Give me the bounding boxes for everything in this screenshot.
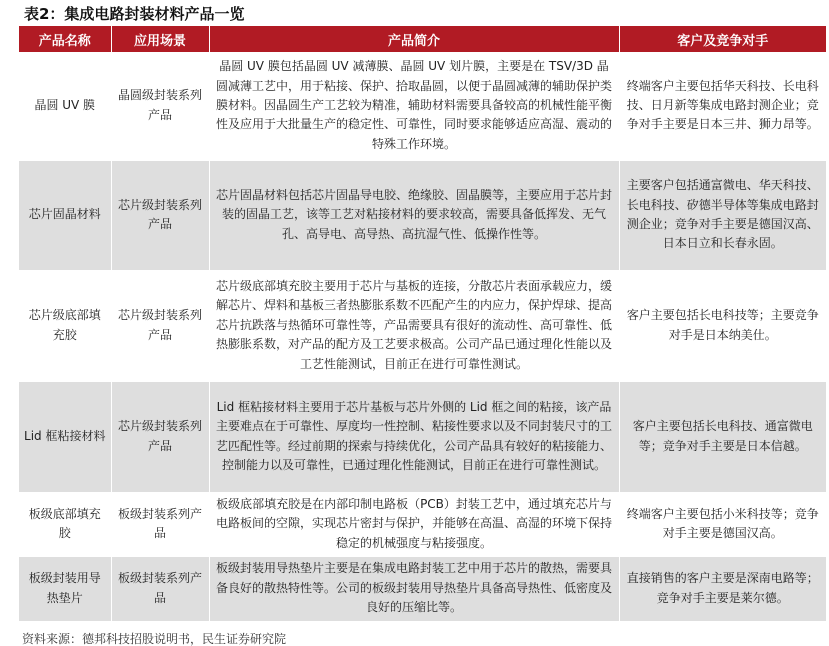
clients-cell: 终端客户主要包括华天科技、长电科技、日月新等集成电路封测企业；竞争对手主要是日本三井、狮力昂等。 (619, 52, 826, 160)
description-cell: 芯片固晶材料包括芯片固晶导电胶、绝缘胶、固晶膜等，主要应用于芯片封装的固晶工艺，该等工艺对粘接材料的要求较高，需要具备低挥发、无气孔、高导电、高导热、高抗湿气性、低操作性等。 (209, 160, 619, 270)
product-name-cell: 芯片固晶材料 (19, 160, 111, 270)
product-name-cell: 板级封装用导热垫片 (19, 556, 111, 621)
table-row (19, 52, 826, 160)
table-row (19, 492, 826, 556)
header-application: 应用场景 (111, 26, 209, 52)
product-name-cell: 晶圆 UV 膜 (19, 52, 111, 160)
table-row (19, 381, 826, 492)
product-name-cell: 板级底部填充胶 (19, 492, 111, 556)
source-note: 资料来源：德邦科技招股说明书，民生证券研究院 (22, 632, 287, 646)
application-cell: 板级封装系列产品 (111, 556, 209, 621)
clients-cell: 直接销售的客户主要是深南电路等；竞争对手主要是莱尔德。 (619, 556, 826, 621)
clients-cell: 主要客户包括通富微电、华天科技、长电科技、矽德半导体等集成电路封测企业；竞争对手主要是德国汉高、日本日立和长春永固。 (619, 160, 826, 270)
table-row (19, 270, 826, 381)
table-row (19, 160, 826, 270)
description-cell: 晶圆 UV 膜包括晶圆 UV 减薄膜、晶圆 UV 划片膜，主要是在 TSV/3D 晶圆减薄工艺中，用于粘接、保护、拾取晶圆，以便于晶圆减薄的辅助保护类膜材料。因晶圆生产工艺较为精准，辅助材料需要具备较高的机械性能平衡性及应用于大批量生产的稳定性、可靠性，同时要求能够适应高湿、震动的特殊工作环境。 (209, 52, 619, 160)
clients-cell: 客户主要包括长电科技、通富微电等；竞争对手主要是日本信越。 (619, 381, 826, 492)
clients-cell: 终端客户主要包括小米科技等；竞争对手主要是德国汉高。 (619, 492, 826, 556)
table-title: 表2：集成电路封装材料产品一览 (24, 5, 245, 23)
description-cell: Lid 框粘接材料主要用于芯片基板与芯片外侧的 Lid 框之间的粘接，该产品主要难点在于可靠性、厚度均一性控制、粘接性要求以及不同封装尺寸的工艺匹配性等。经过前期的探索与持续优化，公司产品具有较好的粘接能力、控制能力以及可靠性，已通过理化性能测试，目前正在进行可靠性测试。 (209, 381, 619, 492)
product-name-cell: Lid 框粘接材料 (19, 381, 111, 492)
table-header-row (19, 26, 826, 52)
description-cell: 芯片级底部填充胶主要用于芯片与基板的连接，分散芯片表面承载应力，缓解芯片、焊料和基板三者热膨胀系数不匹配产生的内应力，保护焊球、提高芯片抗跌落与热循环可靠性等，产品需要具有很好的流动性、高可靠性、低热膨胀系数，对产品的配方及工艺要求极高。公司产品已通过理化性能以及工艺性能测试，目前正在进行可靠性测试。 (209, 270, 619, 381)
application-cell: 芯片级封装系列产品 (111, 270, 209, 381)
application-cell: 板级封装系列产品 (111, 492, 209, 556)
header-product-name: 产品名称 (19, 26, 111, 52)
application-cell: 芯片级封装系列产品 (111, 160, 209, 270)
application-cell: 晶圆级封装系列产品 (111, 52, 209, 160)
header-clients-competitors: 客户及竞争对手 (619, 26, 826, 52)
table-row (19, 556, 826, 621)
description-cell: 板级封装用导热垫片主要是在集成电路封装工艺中用于芯片的散热，需要具备良好的散热特性等。公司的板级封装用导热垫片具备高导热性、低密度及良好的压缩比等。 (209, 556, 619, 621)
clients-cell: 客户主要包括长电科技等；主要竞争对手是日本纳美仕。 (619, 270, 826, 381)
product-name-cell: 芯片级底部填充胶 (19, 270, 111, 381)
application-cell: 芯片级封装系列产品 (111, 381, 209, 492)
description-cell: 板级底部填充胶是在内部印制电路板（PCB）封装工艺中，通过填充芯片与电路板间的空隙，实现芯片密封与保护，并能够在高温、高湿的环境下保持稳定的机械强度与粘接强度。 (209, 492, 619, 556)
materials-table (19, 26, 826, 622)
header-description: 产品简介 (209, 26, 619, 52)
